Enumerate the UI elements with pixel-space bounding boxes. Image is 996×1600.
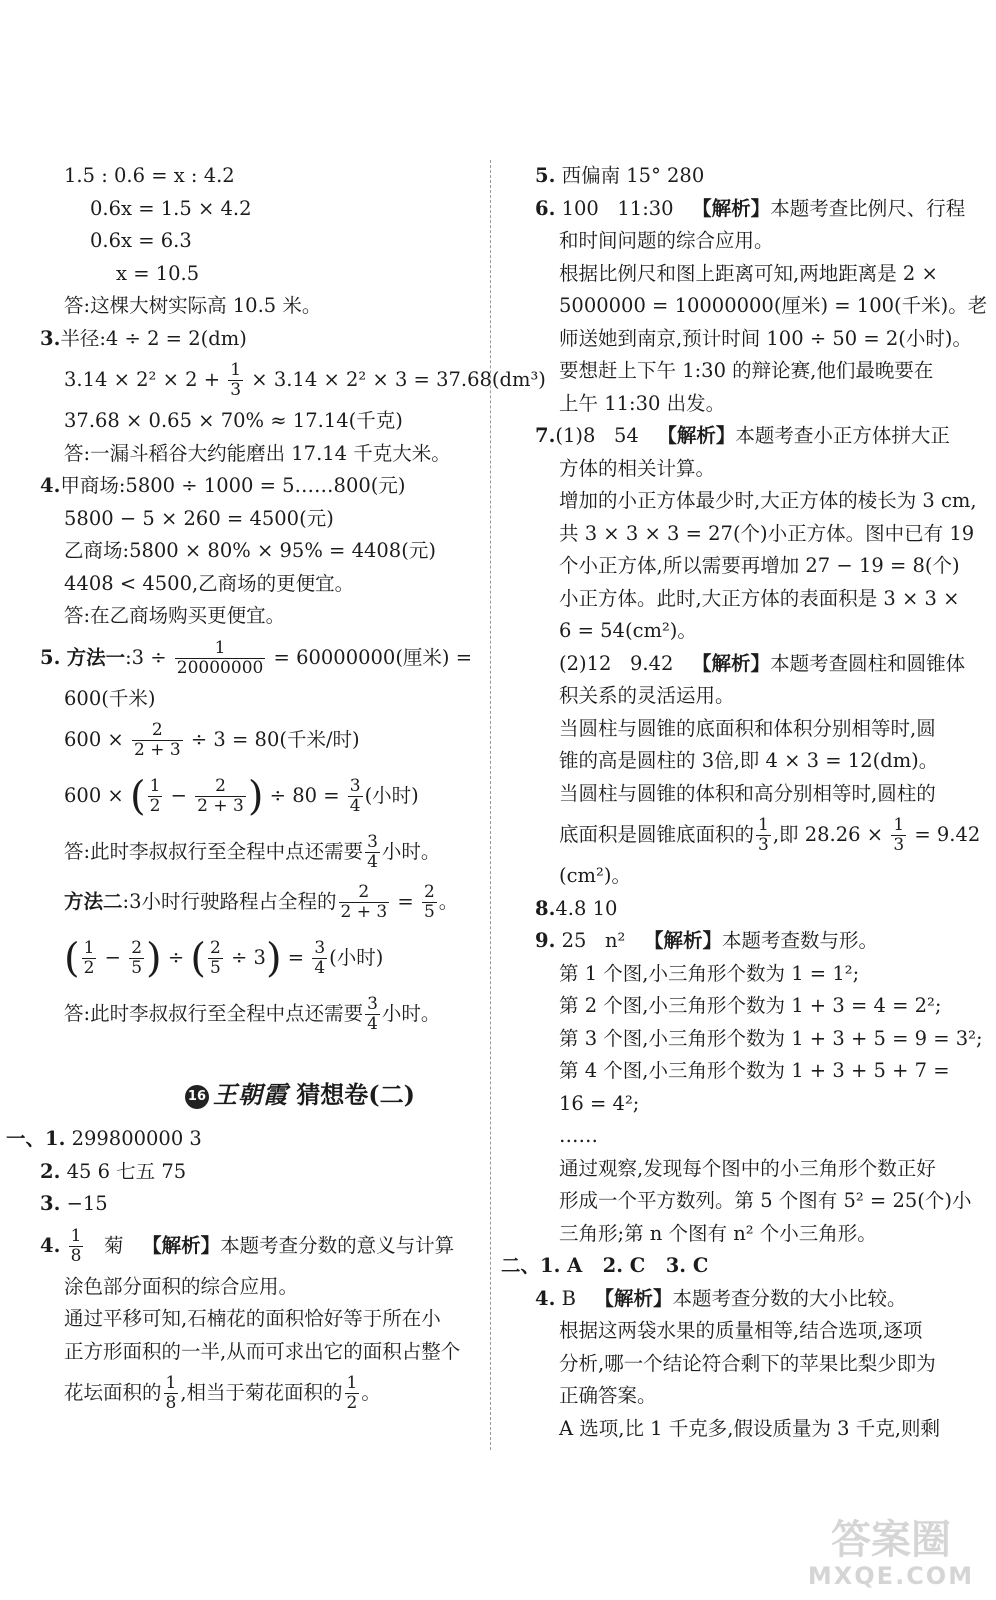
right-paren: ) <box>247 773 264 820</box>
analysis-line <box>40 1368 480 1418</box>
text: 小时。 <box>381 840 441 863</box>
watermark-url: MXQE.COM <box>807 1562 975 1590</box>
fraction <box>312 939 327 978</box>
question-8 <box>535 893 975 926</box>
text: 600 × <box>64 784 130 807</box>
fraction <box>132 721 183 760</box>
fraction <box>365 833 380 872</box>
text: 西偏南 15° 280 <box>561 164 705 187</box>
question-4 <box>40 470 480 503</box>
spacer <box>40 1039 480 1067</box>
analysis-tag: 【解析】 <box>643 929 722 952</box>
section-one-q4 <box>40 1221 480 1271</box>
analysis-line: 增加的小正方体最少时,大正方体的棱长为 3 cm, <box>559 489 977 512</box>
analysis-line: 三角形;第 n 个图有 n² 个小三角形。 <box>559 1221 877 1245</box>
title-text: 猜想卷(二) <box>296 1080 416 1109</box>
text: :3小时行驶路程占全程的 <box>122 890 337 913</box>
text: 甲商场:5800 ÷ 1000 = 5……800(元) <box>60 474 406 497</box>
analysis-line: 根据比例尺和图上距离可知,两地距离是 2 × <box>559 261 938 285</box>
left-column <box>6 160 546 1418</box>
numerator: 2 <box>358 882 370 902</box>
analysis-line: 上午 11:30 出发。 <box>559 391 726 415</box>
denominator: 4 <box>367 1014 378 1034</box>
analysis-line: 通过平移可知,石楠花的面积恰好等于所在小 <box>64 1307 441 1330</box>
fraction <box>365 995 380 1034</box>
numerator: 1 <box>214 637 226 658</box>
question-7 <box>535 420 975 453</box>
equation-line <box>40 355 546 405</box>
analysis-tag: 【解析】 <box>692 651 771 675</box>
equation-line: 37.68 × 0.65 × 70% ≈ 17.14(千克) <box>64 409 403 432</box>
analysis-line: 5000000 = 10000000(厘米) = 100(千米)。老 <box>559 294 988 317</box>
analysis-line: (cm²)。 <box>559 864 631 887</box>
question-number: 4. <box>40 1233 61 1257</box>
section-two-line <box>501 1250 975 1283</box>
analysis-tag: 【解析】 <box>142 1233 221 1257</box>
answer-line: 答:一漏斗稻谷大约能磨出 17.14 千克大米。 <box>64 441 451 465</box>
text: −15 <box>66 1192 108 1215</box>
fraction <box>339 883 390 922</box>
denominator: 2 + 3 <box>133 740 181 760</box>
section-one-q3 <box>40 1188 480 1221</box>
numerator: 1 <box>758 815 769 835</box>
fraction <box>195 777 246 816</box>
left-paren: ( <box>64 935 80 982</box>
text: ,即 28.26 × <box>772 823 890 846</box>
analysis-line: 方体的相关计算。 <box>559 456 716 480</box>
equation-line: 600(千米) <box>64 686 156 710</box>
analysis-line: 积关系的灵活运用。 <box>559 684 735 707</box>
left-paren: ( <box>190 935 206 982</box>
equation-line: 乙商场:5800 × 80% × 95% = 4408(元) <box>64 539 436 562</box>
analysis-line: 涂色部分面积的综合应用。 <box>64 1274 299 1298</box>
question-number: 3. <box>40 326 61 350</box>
analysis-line: 根据这两袋水果的质量相等,结合选项,逐项 <box>559 1319 923 1342</box>
brand-logo: 王朝霞 <box>212 1080 288 1109</box>
analysis-tag: 【解析】 <box>594 1286 673 1310</box>
numerator: 3 <box>367 832 378 852</box>
text: 本题考查分数的大小比较。 <box>672 1286 907 1310</box>
text: 本题考查分数的意义与计算 <box>220 1233 455 1257</box>
denominator: 2 <box>149 796 161 816</box>
question-6 <box>535 193 975 226</box>
text: 本题考查小正方体拼大正 <box>735 424 950 447</box>
fraction <box>228 361 243 400</box>
numerator: 2 <box>209 938 221 958</box>
analysis-line <box>535 810 981 860</box>
operator: − <box>98 946 128 969</box>
watermark-logo <box>806 1518 976 1590</box>
text: 底面积是圆锥底面积的 <box>559 823 755 846</box>
text: 3.14 × 2² × 2 + <box>64 368 227 391</box>
text: 本题考查比例尺、行程 <box>770 196 966 220</box>
text: 25 n² <box>561 929 644 952</box>
denominator: 3 <box>893 835 905 855</box>
numerator: 3 <box>314 938 326 958</box>
equation-line: 5800 − 5 × 260 = 4500(元) <box>64 506 334 530</box>
text: (小时) <box>364 784 419 807</box>
analysis-line: 第 2 个图,小三角形个数为 1 + 3 = 4 = 2²; <box>559 994 942 1017</box>
denominator: 2 + 3 <box>340 902 388 922</box>
denominator: 5 <box>131 958 143 978</box>
text: 299800000 3 <box>71 1127 202 1150</box>
fraction <box>175 639 266 678</box>
text: 100 11:30 <box>561 196 693 220</box>
analysis-line: 师送她到南京,预计时间 100 ÷ 50 = 2(小时)。 <box>559 326 973 350</box>
text: (2)12 9.42 <box>559 651 693 675</box>
analysis-line: 分析,哪一个结论符合剩下的苹果比梨少即为 <box>559 1351 936 1375</box>
denominator: 20000000 <box>176 657 264 678</box>
equation-line: 1.5 : 0.6 = x : 4.2 <box>64 164 235 187</box>
fraction <box>756 816 771 855</box>
denominator: 4 <box>314 958 326 978</box>
numerator: 1 <box>893 815 905 835</box>
numerator: 2 <box>131 938 143 958</box>
denominator: 2 <box>346 1393 358 1413</box>
denominator: 3 <box>758 835 769 855</box>
question-3 <box>40 323 480 356</box>
fraction <box>129 939 144 978</box>
analysis-line: 当圆柱与圆锥的体积和高分别相等时,圆柱的 <box>559 781 936 805</box>
question-number: 2. <box>40 1159 61 1183</box>
text: = 9.42 <box>908 823 981 846</box>
text: 半径:4 ÷ 2 = 2(dm) <box>60 326 247 350</box>
operator: = <box>391 890 420 913</box>
text: ÷ 3 <box>224 946 266 969</box>
numerator: 2 <box>151 720 163 740</box>
text: :3 ÷ <box>125 645 173 669</box>
analysis-line: 和时间问题的综合应用。 <box>559 229 774 252</box>
question-number: 4. <box>535 1286 556 1310</box>
numerator: 1 <box>165 1373 177 1393</box>
analysis-line: 形成一个平方数列。第 5 个图有 5² = 25(个)小 <box>559 1189 972 1212</box>
text: = 60000000(厘米) = <box>267 645 473 669</box>
denominator: 8 <box>70 1245 82 1266</box>
text: (小时) <box>329 946 384 969</box>
numerator: 2 <box>215 776 226 796</box>
analysis-line: 小正方体。此时,大正方体的表面积是 3 × 3 × <box>559 586 960 610</box>
equation-line: 4408 < 4500,乙商场的更便宜。 <box>64 571 355 595</box>
watermark-text: 答案圈 <box>831 1517 951 1563</box>
text: 本题考查数与形。 <box>721 929 878 952</box>
question-5 <box>535 160 975 193</box>
text: (1)8 54 <box>555 424 658 447</box>
text: 答:此时李叔叔行至全程中点还需要 <box>64 1002 364 1025</box>
analysis-line: 6 = 54(cm²)。 <box>559 619 697 642</box>
text: 花坛面积的 <box>64 1381 162 1404</box>
fraction <box>164 1374 179 1413</box>
analysis-line: A 选项,比 1 千克多,假设质量为 3 千克,则剩 <box>559 1416 940 1440</box>
question-number: 8. <box>535 896 556 920</box>
numerator: 3 <box>367 994 378 1014</box>
answer-line: 答:这棵大树实际高 10.5 米。 <box>64 294 322 317</box>
question-9 <box>535 925 975 958</box>
text: × 3.14 × 2² × 3 = 37.68(dm³) <box>245 368 546 391</box>
answer-line <box>40 827 480 877</box>
number-badge: 16 <box>185 1085 209 1109</box>
fraction <box>69 1227 84 1266</box>
analysis-line: 锥的高是圆柱的 3倍,即 4 × 3 = 12(dm)。 <box>559 749 939 772</box>
fraction <box>82 939 97 978</box>
answer-line: 答:在乙商场购买更便宜。 <box>64 604 286 627</box>
analysis-tag: 【解析】 <box>657 424 736 447</box>
text: ,相当于菊花面积的 <box>180 1381 343 1404</box>
analysis-line: 当圆柱与圆锥的底面积和体积分别相等时,圆 <box>559 716 936 740</box>
denominator: 4 <box>367 852 378 872</box>
right-column <box>501 160 988 1445</box>
section-one-q1 <box>6 1123 480 1156</box>
fraction <box>208 939 223 978</box>
section-label: 二、 <box>501 1254 541 1277</box>
numerator: 1 <box>149 776 161 796</box>
text: ÷ 80 = <box>263 784 346 807</box>
analysis-line: 第 3 个图,小三角形个数为 1 + 3 + 5 = 9 = 3²; <box>559 1026 983 1050</box>
analysis-line: 要想赶上下午 1:30 的辩论赛,他们最晚要在 <box>559 359 934 382</box>
analysis-line: 正确答案。 <box>559 1384 657 1407</box>
text: 菊 <box>85 1233 143 1257</box>
text: 4.8 10 <box>555 896 618 920</box>
equation-line: 0.6x = 1.5 × 4.2 <box>90 196 252 220</box>
equation-line <box>40 715 480 765</box>
method-two-line <box>40 877 480 927</box>
numerator: 1 <box>346 1373 358 1393</box>
analysis-line: 个小正方体,所以需要再增加 27 − 19 = 8(个) <box>559 554 960 577</box>
denominator: 3 <box>230 380 242 400</box>
text: 。 <box>361 1381 381 1404</box>
text: 。 <box>438 890 459 913</box>
question-number: 1. <box>45 1127 66 1150</box>
fraction <box>348 777 363 816</box>
text: 600 × <box>64 728 130 751</box>
text: 45 6 七五 75 <box>66 1159 187 1183</box>
analysis-line: 共 3 × 3 × 3 = 27(个)小正方体。图中已有 19 <box>559 521 975 545</box>
analysis-line: 16 = 4²; <box>559 1091 640 1115</box>
analysis-line <box>535 648 975 681</box>
text: 小时。 <box>381 1002 441 1025</box>
question-number: 4. <box>40 474 61 497</box>
equation-line: x = 10.5 <box>116 261 200 285</box>
column-divider <box>490 160 491 1450</box>
operator: ÷ <box>161 946 191 969</box>
right-paren: ) <box>146 935 162 982</box>
numerator: 1 <box>83 938 95 958</box>
numerator: 2 <box>423 882 435 902</box>
analysis-tag: 【解析】 <box>692 196 771 220</box>
denominator: 2 + 3 <box>197 796 244 816</box>
section-one-q2 <box>40 1156 480 1189</box>
text: ÷ 3 = 80(千米/时) <box>184 728 360 751</box>
denominator: 4 <box>349 796 361 816</box>
question-number: 7. <box>535 424 556 447</box>
text: B <box>561 1286 595 1310</box>
fraction <box>345 1374 360 1413</box>
numerator: 1 <box>230 360 242 380</box>
denominator: 8 <box>165 1393 177 1413</box>
left-paren: ( <box>129 773 146 820</box>
text: 1. A 2. C 3. C <box>540 1254 709 1277</box>
numerator: 1 <box>70 1225 82 1246</box>
equation-line <box>40 765 480 827</box>
text: 答:此时李叔叔行至全程中点还需要 <box>64 840 364 863</box>
analysis-line: 第 1 个图,小三角形个数为 1 = 1²; <box>559 961 860 985</box>
operator: = <box>281 946 311 969</box>
analysis-line: …… <box>559 1124 598 1147</box>
analysis-line: 第 4 个图,小三角形个数为 1 + 3 + 5 + 7 = <box>559 1059 950 1082</box>
denominator: 2 <box>83 958 95 978</box>
operator: − <box>164 784 194 807</box>
denominator: 5 <box>423 902 435 922</box>
right-paren: ) <box>265 935 282 982</box>
question-5 <box>40 633 480 683</box>
section-label: 一、 <box>6 1127 46 1150</box>
section-two-q4 <box>535 1283 975 1316</box>
question-number: 6. <box>535 196 556 220</box>
section-title <box>40 1067 480 1123</box>
fraction <box>891 816 906 855</box>
numerator: 3 <box>349 776 361 796</box>
equation-line: 0.6x = 6.3 <box>90 229 192 252</box>
answer-line <box>40 989 480 1039</box>
denominator: 5 <box>209 958 221 978</box>
method-label: 方法一 <box>66 645 126 669</box>
question-number: 5. <box>535 164 556 187</box>
question-number: 9. <box>535 929 556 952</box>
equation-line <box>40 927 480 989</box>
question-number: 5. <box>40 645 61 669</box>
fraction <box>148 777 163 816</box>
text: 本题考查圆柱和圆锥体 <box>770 651 966 675</box>
analysis-line: 通过观察,发现每个图中的小三角形个数正好 <box>559 1156 936 1180</box>
method-label: 方法二 <box>64 890 123 913</box>
question-number: 3. <box>40 1192 61 1215</box>
fraction <box>422 883 437 922</box>
analysis-line: 正方形面积的一半,从而可求出它的面积占整个 <box>64 1339 461 1363</box>
